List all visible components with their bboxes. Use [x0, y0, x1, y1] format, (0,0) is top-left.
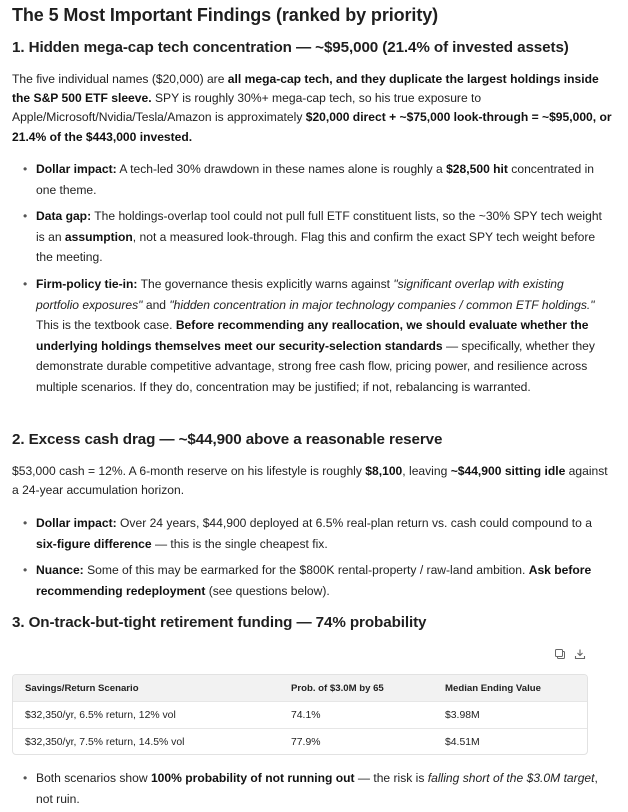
section-1-paragraph: The five individual names ($20,000) are all mega-cap tech, and they duplicate the largest holdings inside the S&P 500 ETF sleeve. SPY is roughly 30%+ mega-cap tech, so his true exposure to Apple/Microsoft/Nvidia/Tesla/Amazon is approximately $20,000 direct + ~$75,000 look-through = ~$95,000, or 21.4% of the $443,000 invested. — [12, 72, 612, 144]
table-header-cell: Prob. of $3.0M by 65 — [291, 682, 384, 694]
scenario-table — [12, 674, 588, 755]
section-1-bullet-data-gap: • Data gap: The holdings-overlap tool could not pull full ETF constituent lists, so the ~30% SPY tech weight is an assumption, not a measured look-through. Flag this and confirm the exact SPY tech weight before the meeting. — [23, 209, 602, 265]
table-cell: 77.9% — [291, 737, 321, 748]
table-toolbar — [554, 648, 586, 660]
table-header-cell: Median Ending Value — [445, 682, 541, 694]
section-3-bullet-scenarios: • Both scenarios show 100% probability of not running out — the risk is falling short of the $3.0M target, not ruin. — [23, 771, 598, 806]
section-1-bullet-firm-policy: • Firm-policy tie-in: The governance thesis explicitly warns against "significant overlap with existing portfolio exposures" and "hidden concentration in major technology companies / common ETF holdings." This is the textbook case. Before recommending any reallocation, we should evaluate whether the underlying holdings themselves meet our security-selection standards — specifically, whether they demonstrate durable competitive advantage, strong free cash flow, pricing power, and resilience across multiple scenarios. If they do, concentration may be justified; if not, rebalancing is warranted. — [23, 277, 595, 394]
table-cell: $3.98M — [445, 709, 480, 721]
table-row — [13, 729, 587, 755]
table-row — [13, 702, 587, 729]
table-cell: 74.1% — [291, 709, 321, 721]
table-header-cell: Savings/Return Scenario — [25, 682, 139, 694]
table-cell: $4.51M — [445, 737, 480, 748]
table-header-row — [13, 675, 587, 702]
download-icon[interactable] — [574, 648, 586, 660]
copy-icon[interactable] — [554, 648, 566, 660]
page-title: The 5 Most Important Findings (ranked by priority) — [12, 5, 439, 25]
section-1-bullet-dollar-impact: • Dollar impact: A tech-led 30% drawdown in these names alone is roughly a $28,500 hit concentrated in one theme. — [23, 162, 594, 197]
section-2-heading: 2. Excess cash drag — ~$44,900 above a reasonable reserve — [12, 431, 443, 448]
table-cell: $32,350/yr, 6.5% return, 12% vol — [25, 709, 176, 721]
section-2-bullet-nuance: • Nuance: Some of this may be earmarked for the $800K rental-property / raw-land ambition. Ask before recommending redeployment (see questions below). — [23, 563, 592, 598]
section-1-heading: 1. Hidden mega-cap tech concentration — ~$95,000 (21.4% of invested assets) — [12, 39, 569, 56]
table-cell: $32,350/yr, 7.5% return, 14.5% vol — [25, 737, 185, 748]
section-2-bullet-dollar-impact: • Dollar impact: Over 24 years, $44,900 deployed at 6.5% real-plan return vs. cash could compound to a six-figure difference — this is the single cheapest fix. — [23, 516, 592, 551]
section-2-paragraph: $53,000 cash = 12%. A 6-month reserve on his lifestyle is roughly $8,100, leaving ~$44,900 sitting idle against a 24-year accumulation horizon. — [12, 464, 608, 498]
section-3-heading: 3. On-track-but-tight retirement funding — 74% probability — [12, 614, 427, 631]
